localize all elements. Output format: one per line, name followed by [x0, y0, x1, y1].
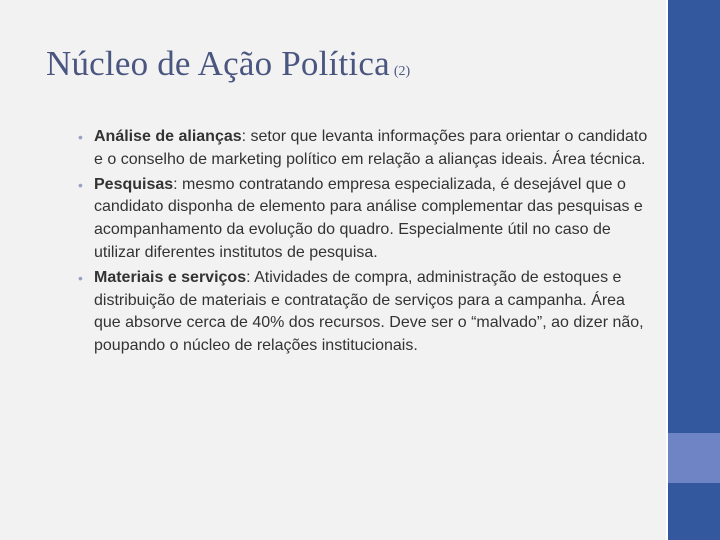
- bullet-item: [76, 174, 656, 265]
- slide-title-text: Núcleo de Ação Política: [46, 44, 390, 83]
- bullet-term: Materiais e serviços: [94, 268, 247, 286]
- bullet-text: : Atividades de compra, administração de estoques e distribuição de materiais e contratação de serviços para a campanha. Área que absorve cerca de 40% dos recursos. Deve ser o “malvado”, ao dizer não, poupando o núcleo de relações institucionais.: [94, 268, 644, 355]
- bullet-icon: •: [78, 129, 83, 145]
- bullet-text: : mesmo contratando empresa especializada, é desejável que o candidato disponha de elemento para análise complementar das pesquisas e acompanhamento da evolução do quadro. Especialmente útil no caso de utilizar diferentes institutos de pesquisa.: [94, 175, 643, 261]
- bullet-term: Análise de alianças: [94, 128, 242, 145]
- slide-title-suffix: (2): [393, 64, 411, 79]
- bullet-icon: •: [78, 176, 83, 193]
- bullet-term: Pesquisas: [94, 175, 174, 193]
- bullet-list: [76, 126, 656, 360]
- bullet-icon: •: [78, 269, 83, 286]
- slide-title: [46, 44, 646, 84]
- bullet-item: [76, 267, 656, 358]
- sidebar-accent-block: [668, 433, 720, 483]
- bullet-text: : setor que levanta informações para orientar o candidato e o conselho de marketing político em relação a alianças ideais. Área técnica.: [94, 128, 648, 168]
- bullet-item: [76, 126, 656, 172]
- sidebar-decoration: [666, 0, 720, 540]
